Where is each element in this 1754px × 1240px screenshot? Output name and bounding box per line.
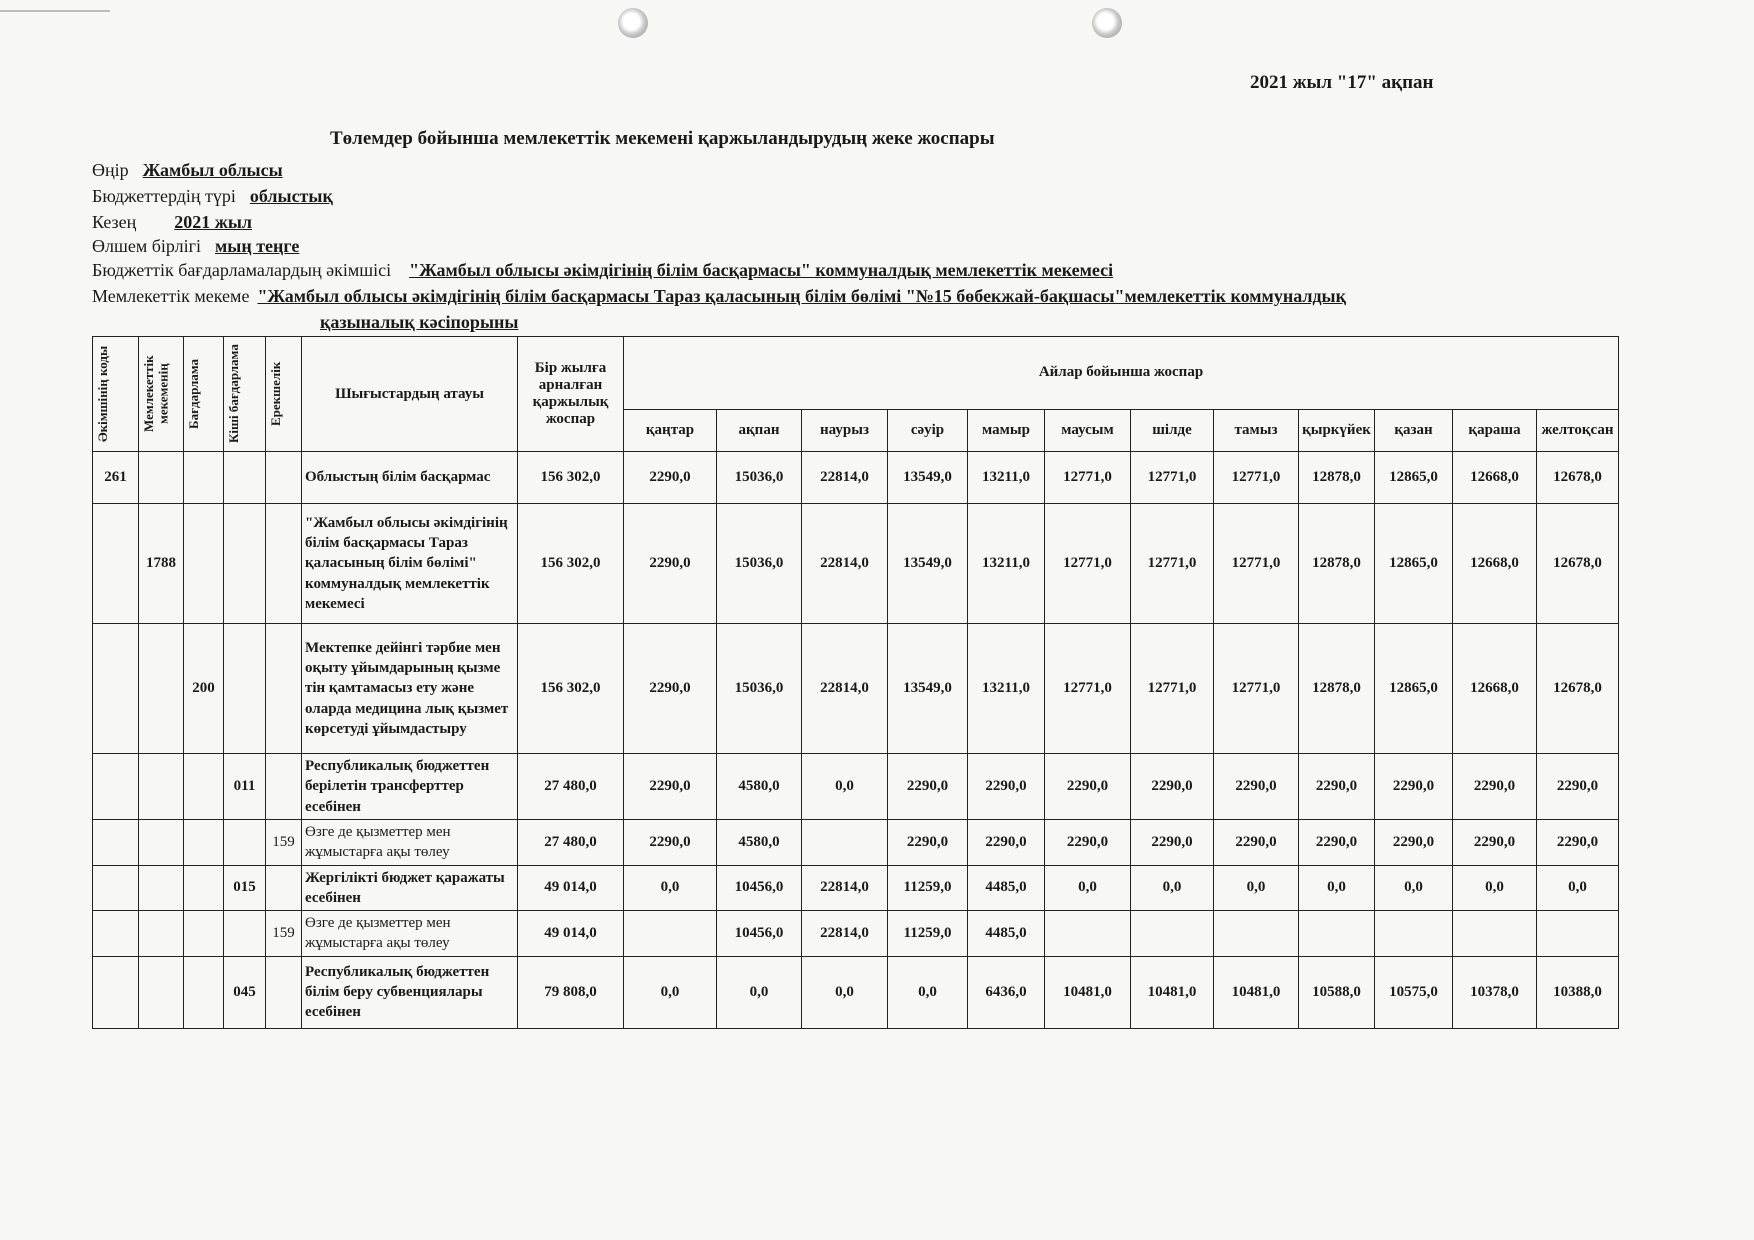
month-value-cell: 12771,0 [1131, 452, 1214, 504]
col-subprogram: Кіші бағдарлама [224, 337, 266, 452]
month-value-cell: 2290,0 [1299, 754, 1375, 820]
month-value-cell: 2290,0 [1131, 754, 1214, 820]
meta-administrator [92, 260, 1113, 281]
meta-unit [92, 236, 299, 257]
expense-name-cell: Жергілікті бюджет қаражаты есебінен [302, 865, 518, 911]
meta-value: 2021 жыл [174, 212, 252, 232]
program-cell [184, 754, 224, 820]
expense-name-cell: Өзге де қызметтер мен жұмыстарға ақы төлеу [302, 911, 518, 957]
expense-name-cell: Өзге де қызметтер мен жұмыстарға ақы төлеу [302, 820, 518, 866]
specific-cell: 159 [266, 820, 302, 866]
subprogram-cell: 045 [224, 956, 266, 1028]
month-value-cell: 13211,0 [968, 504, 1045, 624]
month-header: желтоқсан [1537, 409, 1619, 451]
month-header: маусым [1045, 409, 1131, 451]
month-value-cell [1131, 911, 1214, 957]
institution-cell [139, 865, 184, 911]
header-row [93, 337, 1619, 410]
program-cell [184, 452, 224, 504]
table-row [93, 754, 1619, 820]
month-value-cell: 12878,0 [1299, 504, 1375, 624]
meta-institution [92, 286, 1346, 307]
program-cell [184, 956, 224, 1028]
month-value-cell: 2290,0 [1214, 820, 1299, 866]
institution-cell [139, 956, 184, 1028]
annual-plan-cell: 27 480,0 [518, 754, 624, 820]
meta-label: Өңір [92, 160, 129, 180]
table-row [93, 504, 1619, 624]
month-value-cell: 12878,0 [1299, 624, 1375, 754]
month-value-cell [1375, 911, 1453, 957]
meta-period [92, 212, 252, 233]
table-row [93, 956, 1619, 1028]
col-annual-plan: Бір жылға арналған қаржылық жоспар [518, 337, 624, 452]
table-row [93, 452, 1619, 504]
meta-label: Кезең [92, 212, 137, 232]
month-value-cell [1453, 911, 1537, 957]
financing-plan-table [92, 336, 1619, 1029]
month-value-cell: 2290,0 [1299, 820, 1375, 866]
table-row [93, 624, 1619, 754]
month-value-cell [1214, 911, 1299, 957]
month-value-cell: 12678,0 [1537, 624, 1619, 754]
meta-value: облыстық [249, 186, 333, 206]
month-value-cell: 0,0 [1299, 865, 1375, 911]
month-value-cell: 10481,0 [1214, 956, 1299, 1028]
month-value-cell: 12678,0 [1537, 452, 1619, 504]
month-value-cell: 2290,0 [1214, 754, 1299, 820]
month-value-cell: 22814,0 [802, 504, 888, 624]
month-value-cell: 0,0 [1375, 865, 1453, 911]
month-header: шілде [1131, 409, 1214, 451]
program-cell: 200 [184, 624, 224, 754]
subprogram-cell: 015 [224, 865, 266, 911]
month-value-cell: 11259,0 [888, 865, 968, 911]
month-value-cell: 2290,0 [968, 820, 1045, 866]
program-cell [184, 865, 224, 911]
meta-value: мың теңге [215, 236, 300, 256]
month-value-cell: 12865,0 [1375, 452, 1453, 504]
month-value-cell: 13549,0 [888, 504, 968, 624]
institution-cell [139, 452, 184, 504]
month-value-cell: 0,0 [1214, 865, 1299, 911]
month-value-cell [1537, 911, 1619, 957]
month-value-cell: 12668,0 [1453, 452, 1537, 504]
meta-label: Өлшем бірлігі [92, 236, 202, 256]
admin-code-cell [93, 911, 139, 957]
meta-value: "Жамбыл облысы әкімдігінің білім басқармасы" коммуналдық мемлекеттік мекемесі [409, 260, 1114, 280]
month-value-cell: 0,0 [717, 956, 802, 1028]
month-value-cell: 13549,0 [888, 452, 968, 504]
month-value-cell [1045, 911, 1131, 957]
admin-code-cell [93, 504, 139, 624]
subprogram-cell [224, 504, 266, 624]
col-expense-name: Шығыстардың атауы [302, 337, 518, 452]
month-value-cell: 2290,0 [1375, 820, 1453, 866]
month-value-cell: 13211,0 [968, 452, 1045, 504]
specific-cell [266, 865, 302, 911]
month-value-cell: 15036,0 [717, 504, 802, 624]
admin-code-cell: 261 [93, 452, 139, 504]
specific-cell [266, 754, 302, 820]
table-row [93, 865, 1619, 911]
month-value-cell: 2290,0 [1375, 754, 1453, 820]
subprogram-cell [224, 452, 266, 504]
month-value-cell: 0,0 [1537, 865, 1619, 911]
col-monthly-plan: Айлар бойынша жоспар [624, 337, 1619, 410]
annual-plan-cell: 156 302,0 [518, 624, 624, 754]
month-value-cell: 12878,0 [1299, 452, 1375, 504]
month-value-cell: 2290,0 [1045, 820, 1131, 866]
meta-value: Жамбыл облысы [142, 160, 283, 180]
col-institution: Мемлекеттік мекеменің [139, 337, 184, 452]
month-value-cell: 10456,0 [717, 865, 802, 911]
month-value-cell: 12865,0 [1375, 504, 1453, 624]
month-header: қараша [1453, 409, 1537, 451]
punch-hole [618, 8, 648, 38]
month-value-cell: 12771,0 [1045, 624, 1131, 754]
month-value-cell: 10481,0 [1045, 956, 1131, 1028]
month-header: наурыз [802, 409, 888, 451]
subprogram-cell: 011 [224, 754, 266, 820]
institution-cell: 1788 [139, 504, 184, 624]
month-value-cell: 13211,0 [968, 624, 1045, 754]
meta-region [92, 160, 283, 181]
col-specific: Ерекшелік [266, 337, 302, 452]
subprogram-cell [224, 911, 266, 957]
month-value-cell: 22814,0 [802, 911, 888, 957]
admin-code-cell [93, 624, 139, 754]
program-cell [184, 911, 224, 957]
month-value-cell: 2290,0 [1453, 820, 1537, 866]
document-date: 2021 жыл "17" ақпан [1250, 72, 1434, 93]
program-cell [184, 504, 224, 624]
specific-cell [266, 956, 302, 1028]
month-value-cell: 12678,0 [1537, 504, 1619, 624]
subprogram-cell [224, 624, 266, 754]
table-row [93, 820, 1619, 866]
institution-cell [139, 911, 184, 957]
month-value-cell: 0,0 [1131, 865, 1214, 911]
month-value-cell: 10575,0 [1375, 956, 1453, 1028]
month-value-cell: 0,0 [624, 956, 717, 1028]
month-value-cell: 6436,0 [968, 956, 1045, 1028]
month-value-cell: 12771,0 [1214, 452, 1299, 504]
meta-budget-type [92, 186, 333, 207]
month-value-cell: 12771,0 [1131, 504, 1214, 624]
month-value-cell: 10588,0 [1299, 956, 1375, 1028]
month-value-cell: 2290,0 [624, 624, 717, 754]
month-value-cell: 2290,0 [1537, 820, 1619, 866]
month-value-cell: 2290,0 [624, 504, 717, 624]
col-program: Бағдарлама [184, 337, 224, 452]
month-value-cell: 4580,0 [717, 754, 802, 820]
month-value-cell: 2290,0 [888, 754, 968, 820]
expense-name-cell: Республикалық бюджеттен берілетін трансферттер есебінен [302, 754, 518, 820]
month-value-cell: 12668,0 [1453, 504, 1537, 624]
month-value-cell: 13549,0 [888, 624, 968, 754]
expense-name-cell: Облыстың білім басқармас [302, 452, 518, 504]
col-admin-code: Әкімшінің коды [93, 337, 139, 452]
month-value-cell: 12865,0 [1375, 624, 1453, 754]
subprogram-cell [224, 820, 266, 866]
month-value-cell: 4580,0 [717, 820, 802, 866]
expense-name-cell: Мектепке дейінгі тәрбие мен оқыту ұйымдарының қызме тін қамтамасыз ету және оларда медицина лық қызмет көрсетуді ұйымдастыру [302, 624, 518, 754]
admin-code-cell [93, 956, 139, 1028]
expense-name-cell: Республикалық бюджеттен білім беру субвенциялары есебінен [302, 956, 518, 1028]
specific-cell [266, 452, 302, 504]
punch-hole [1092, 8, 1122, 38]
month-value-cell: 12668,0 [1453, 624, 1537, 754]
month-value-cell: 0,0 [624, 865, 717, 911]
institution-cell [139, 820, 184, 866]
institution-cell [139, 624, 184, 754]
table-body [93, 452, 1619, 1029]
month-header: қазан [1375, 409, 1453, 451]
month-header: қаңтар [624, 409, 717, 451]
annual-plan-cell: 79 808,0 [518, 956, 624, 1028]
month-value-cell: 22814,0 [802, 865, 888, 911]
table-row [93, 911, 1619, 957]
annual-plan-cell: 49 014,0 [518, 865, 624, 911]
meta-label: Мемлекеттік мекеме [92, 286, 250, 306]
month-value-cell: 0,0 [1045, 865, 1131, 911]
month-value-cell: 2290,0 [624, 820, 717, 866]
month-value-cell: 10456,0 [717, 911, 802, 957]
specific-cell: 159 [266, 911, 302, 957]
month-value-cell: 2290,0 [1131, 820, 1214, 866]
program-cell [184, 820, 224, 866]
month-value-cell: 2290,0 [624, 754, 717, 820]
month-value-cell: 2290,0 [1537, 754, 1619, 820]
month-header: ақпан [717, 409, 802, 451]
specific-cell [266, 504, 302, 624]
annual-plan-cell: 27 480,0 [518, 820, 624, 866]
month-value-cell: 4485,0 [968, 865, 1045, 911]
specific-cell [266, 624, 302, 754]
month-value-cell: 10388,0 [1537, 956, 1619, 1028]
month-value-cell: 10481,0 [1131, 956, 1214, 1028]
month-value-cell: 0,0 [802, 956, 888, 1028]
meta-label: Бюджеттік бағдарламалардың әкімшісі [92, 260, 392, 280]
month-value-cell [624, 911, 717, 957]
month-value-cell: 2290,0 [1453, 754, 1537, 820]
month-value-cell: 0,0 [1453, 865, 1537, 911]
month-value-cell: 15036,0 [717, 452, 802, 504]
meta-value: "Жамбыл облысы әкімдігінің білім басқармасы Тараз қаласының білім бөлімі "№15 бөбекжай-бақшасы"мемлекеттік коммуналдық [257, 286, 1346, 306]
month-header: мамыр [968, 409, 1045, 451]
admin-code-cell [93, 820, 139, 866]
month-value-cell: 2290,0 [888, 820, 968, 866]
admin-code-cell [93, 865, 139, 911]
admin-code-cell [93, 754, 139, 820]
annual-plan-cell: 49 014,0 [518, 911, 624, 957]
month-value-cell: 15036,0 [717, 624, 802, 754]
binder-clip-mark [0, 0, 110, 12]
document-title: Төлемдер бойынша мемлекеттік мекемені қаржыландырудың жеке жоспары [330, 128, 995, 149]
month-value-cell: 12771,0 [1214, 504, 1299, 624]
month-header: сәуір [888, 409, 968, 451]
month-value-cell: 0,0 [802, 754, 888, 820]
month-value-cell: 0,0 [888, 956, 968, 1028]
month-value-cell: 12771,0 [1214, 624, 1299, 754]
month-value-cell: 2290,0 [1045, 754, 1131, 820]
month-value-cell: 10378,0 [1453, 956, 1537, 1028]
month-value-cell: 12771,0 [1131, 624, 1214, 754]
month-value-cell: 2290,0 [624, 452, 717, 504]
month-value-cell [802, 820, 888, 866]
month-value-cell: 22814,0 [802, 452, 888, 504]
month-value-cell: 12771,0 [1045, 452, 1131, 504]
month-value-cell: 12771,0 [1045, 504, 1131, 624]
meta-institution-continued: қазыналық кәсіпорыны [320, 312, 519, 332]
month-value-cell: 11259,0 [888, 911, 968, 957]
institution-cell [139, 754, 184, 820]
month-header: қыркүйек [1299, 409, 1375, 451]
month-value-cell: 4485,0 [968, 911, 1045, 957]
expense-name-cell: "Жамбыл облысы әкімдігінің білім басқармасы Тараз қаласының білім бөлімі" коммуналдық мемлекеттік мекемесі [302, 504, 518, 624]
annual-plan-cell: 156 302,0 [518, 452, 624, 504]
meta-label: Бюджеттердің түрі [92, 186, 236, 206]
annual-plan-cell: 156 302,0 [518, 504, 624, 624]
month-value-cell [1299, 911, 1375, 957]
month-value-cell: 22814,0 [802, 624, 888, 754]
month-value-cell: 2290,0 [968, 754, 1045, 820]
month-header: тамыз [1214, 409, 1299, 451]
